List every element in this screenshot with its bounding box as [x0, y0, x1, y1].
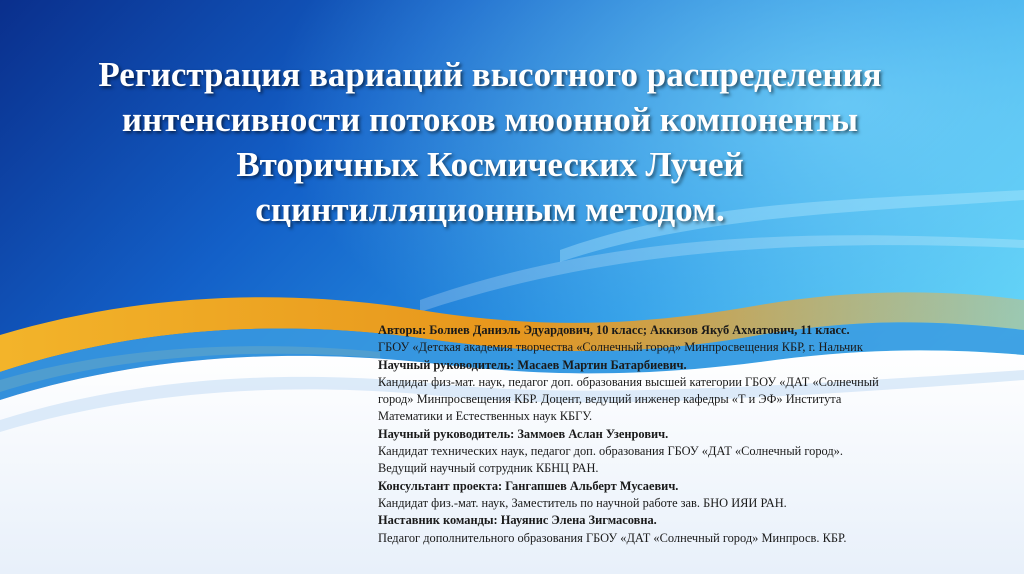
- consultant-line: Консультант проекта: Гангапшев Альберт Мусаевич.: [378, 478, 679, 493]
- info-line: Кандидат технических наук, педагог доп. образования ГБОУ «ДАТ «Солнечный город».: [378, 444, 843, 459]
- title-line: Вторичных Космических Лучей: [236, 145, 744, 184]
- title-line: Регистрация вариаций высотного распределения: [98, 55, 882, 94]
- info-line: Ведущий научный сотрудник КБНЦ РАН.: [378, 461, 599, 476]
- info-line: Кандидат физ-мат. наук, педагог доп. образования высшей категории ГБОУ «ДАТ «Солнечный: [378, 374, 879, 389]
- info-line: город» Минпросвещения КБР. Доцент, ведущий инженер кафедры «Т и ЭФ» Института: [378, 392, 842, 407]
- slide-title: [20, 52, 960, 232]
- info-line: Педагог дополнительного образования ГБОУ «ДАТ «Солнечный город» Минпросв. КБР.: [378, 530, 847, 545]
- supervisor-line: Научный руководитель: Заммоев Аслан Узенрович.: [378, 426, 669, 441]
- info-line: ГБОУ «Детская академия творчества «Солнечный город» Минпросвещения КБР, г. Нальчик: [378, 340, 863, 355]
- title-line: сцинтилляционным методом.: [255, 190, 725, 229]
- info-line: Кандидат физ.-мат. наук, Заместитель по научной работе зав. БНО ИЯИ РАН.: [378, 495, 787, 510]
- title-line: интенсивности потоков мюонной компоненты: [121, 100, 859, 139]
- authors-info: [378, 322, 978, 547]
- authors-line: Авторы: Болиев Даниэль Эдуардович, 10 класс; Аккизов Якуб Ахматович, 11 класс.: [378, 323, 850, 337]
- supervisor-line: Научный руководитель: Масаев Мартин Батарбиевич.: [378, 357, 687, 372]
- info-line: Математики и Естественных наук КБГУ.: [378, 409, 593, 424]
- mentor-line: Наставник команды: Науянис Элена Зигмасовна.: [378, 513, 657, 528]
